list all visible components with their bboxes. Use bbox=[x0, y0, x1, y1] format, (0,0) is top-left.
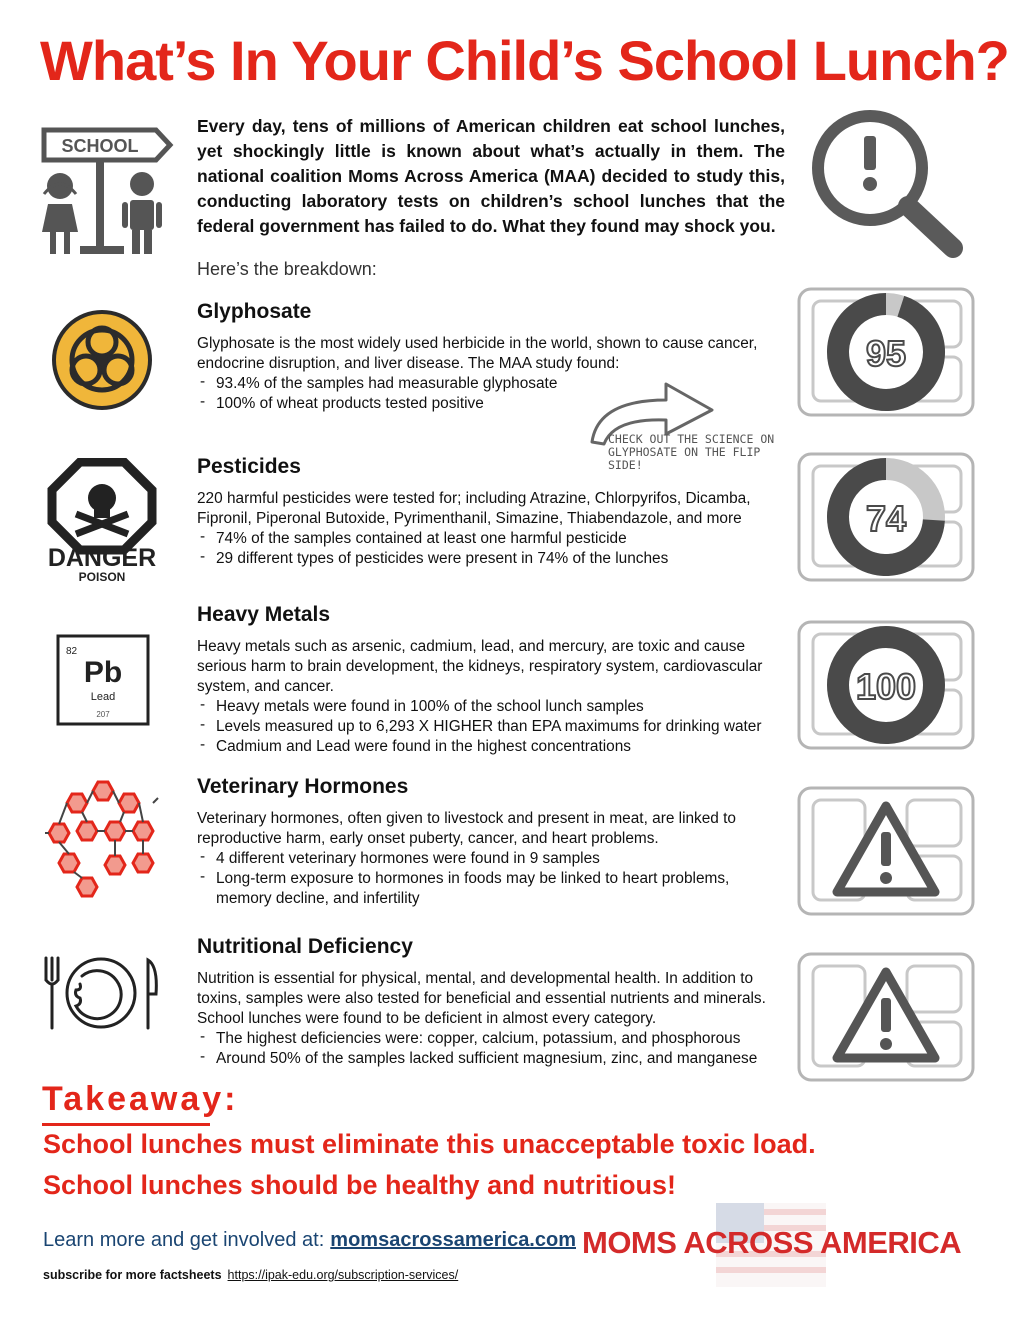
section-body: 220 harmful pesticides were tested for; including Atrazine, Chlorpyrifos, Dicamba, Fipronil, Piperonal Butoxide, Pyrimenthanil, Simazine, Thiabendazole, and more bbox=[197, 490, 751, 527]
moms-across-america-logo: MOMS ACROSS AMERICA bbox=[582, 1225, 962, 1260]
warning-mark bbox=[881, 998, 891, 1032]
warning-dot bbox=[880, 1038, 892, 1050]
section-heading: Nutritional Deficiency bbox=[197, 935, 413, 958]
page-title: What’s In Your Child’s School Lunch? bbox=[40, 29, 1009, 92]
bullet-item: - Heavy metals were found in 100% of the school lunch samples bbox=[197, 697, 787, 717]
bullet-item: - 4 different veterinary hormones were found in 9 samples bbox=[197, 849, 787, 869]
subscribe-line bbox=[43, 1268, 458, 1282]
bullet-item: - 93.4% of the samples had measurable glyphosate bbox=[197, 374, 787, 394]
heavy-metals-gauge bbox=[797, 620, 975, 750]
bullet-item: - 74% of the samples contained at least one harmful pesticide bbox=[197, 529, 787, 549]
lead-element-icon bbox=[56, 634, 150, 726]
section-body: Heavy metals such as arsenic, cadmium, lead, and mercury, are toxic and cause serious harm to brain development, the kidneys, respiratory system, cardiovascular system, and cancer. bbox=[197, 638, 763, 695]
gauge-value: 100 bbox=[855, 666, 917, 707]
takeaway-underline bbox=[42, 1123, 210, 1126]
warning-mark bbox=[881, 832, 891, 866]
hormone-molecule-icon bbox=[42, 778, 162, 900]
section-nutritional-deficiency bbox=[197, 933, 787, 1069]
bullet-item: - Cadmium and Lead were found in the highest concentrations bbox=[197, 737, 787, 757]
danger-poison-icon bbox=[40, 458, 164, 584]
section-bullets bbox=[197, 697, 787, 757]
school-children-icon bbox=[38, 122, 174, 258]
section-heavy-metals bbox=[197, 601, 787, 757]
bullet-item: - 100% of wheat products tested positive bbox=[197, 394, 787, 414]
section-body: Veterinary hormones, often given to livestock and present in meat, are linked to reproductive harm, early onset puberty, cancer, and heart problems. bbox=[197, 810, 736, 847]
element-name: Lead bbox=[90, 691, 116, 703]
learn-more-text: Learn more and get involved at: bbox=[43, 1229, 325, 1251]
section-heading: Pesticides bbox=[197, 455, 301, 478]
danger-text: DANGER bbox=[47, 544, 157, 572]
flip-side-note: CHECK OUT THE SCIENCE ON GLYPHOSATE ON THE FLIP SIDE! bbox=[608, 432, 775, 472]
section-body: Nutrition is essential for physical, mental, and developmental health. In addition to toxins, samples were also tested for beneficial and essential nutrients and minerals. School lunches were found to be deficient in almost every category. bbox=[197, 970, 766, 1027]
section-bullets bbox=[197, 1029, 787, 1069]
school-sign-text: SCHOOL bbox=[61, 136, 139, 156]
takeaway-heading: Takeaway: bbox=[42, 1080, 239, 1118]
poison-text: POISON bbox=[78, 570, 126, 584]
section-heading: Veterinary Hormones bbox=[197, 775, 409, 798]
section-heading: Glyphosate bbox=[197, 300, 312, 323]
gauge-value: 95 bbox=[865, 333, 907, 374]
nutrition-warning-tray bbox=[797, 952, 975, 1082]
learn-more bbox=[43, 1229, 576, 1252]
breakdown-label: Here’s the breakdown: bbox=[197, 259, 377, 279]
intro-paragraph: Every day, tens of millions of American children eat school lunches, yet shockingly little is known about what’s actually in them. The national coalition Moms Across America (MAA) decided to study this, conducting laboratory tests on children’s school lunches that the federal government has failed to do. What they found may shock you. bbox=[197, 116, 785, 236]
utensils-plate-icon bbox=[40, 952, 162, 1034]
section-heading: Heavy Metals bbox=[197, 603, 331, 626]
website-link[interactable]: momsacrossamerica.com bbox=[330, 1229, 576, 1251]
magnifier-alert-icon bbox=[808, 104, 968, 264]
takeaway-line-1: School lunches must eliminate this unacceptable toxic load. bbox=[43, 1129, 816, 1159]
section-bullets bbox=[197, 529, 787, 569]
section-body: Glyphosate is the most widely used herbicide in the world, shown to cause cancer, endocrine disruption, and liver disease. The MAA study found: bbox=[197, 335, 758, 372]
glyphosate-gauge bbox=[797, 287, 975, 417]
bullet-item: - Levels measured up to 6,293 X HIGHER than EPA maximums for drinking water bbox=[197, 717, 787, 737]
pesticides-gauge bbox=[797, 452, 975, 582]
gauge-value: 74 bbox=[865, 498, 907, 539]
hormones-warning-tray bbox=[797, 786, 975, 916]
bullet-item: - Long-term exposure to hormones in foods may be linked to heart problems, memory decline, and infertility bbox=[197, 869, 787, 909]
section-veterinary-hormones bbox=[197, 773, 787, 909]
warning-dot bbox=[880, 872, 892, 884]
subscribe-text: subscribe for more factsheets bbox=[43, 1268, 222, 1282]
takeaway-line-2: School lunches should be healthy and nutritious! bbox=[43, 1170, 677, 1200]
biohazard-icon bbox=[52, 310, 152, 410]
subscribe-link[interactable]: https://ipak-edu.org/subscription-services/ bbox=[227, 1268, 459, 1282]
bullet-item: - The highest deficiencies were: copper, calcium, potassium, and phosphorous bbox=[197, 1029, 787, 1049]
element-symbol: Pb bbox=[83, 656, 123, 689]
bullet-item: - Around 50% of the samples lacked sufficient magnesium, zinc, and manganese bbox=[197, 1049, 787, 1069]
element-mass: 207 bbox=[96, 710, 110, 719]
bullet-item: - 29 different types of pesticides were present in 74% of the lunches bbox=[197, 549, 787, 569]
section-bullets bbox=[197, 849, 787, 909]
element-number: 82 bbox=[66, 646, 78, 657]
